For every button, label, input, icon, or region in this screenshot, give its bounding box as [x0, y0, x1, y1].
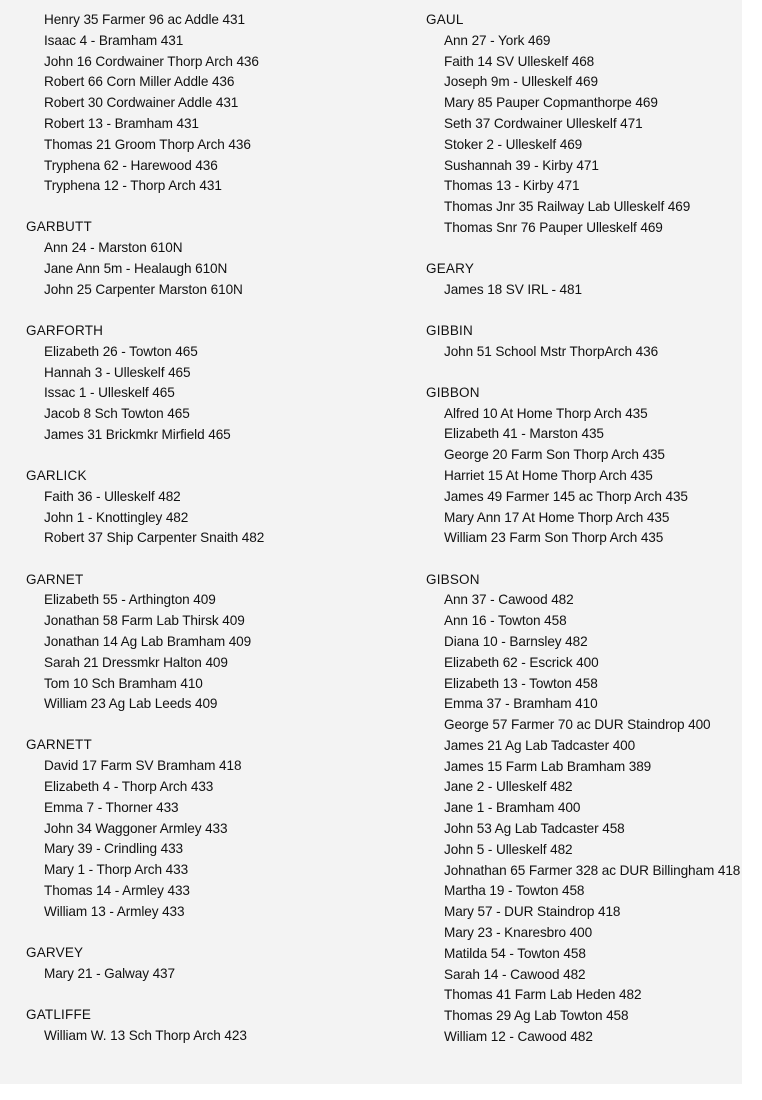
- person-entry: Matilda 54 - Towton 458: [444, 945, 586, 961]
- person-entry: Ann 37 - Cawood 482: [444, 592, 574, 608]
- person-entry: Sushannah 39 - Kirby 471: [444, 157, 599, 173]
- person-entry: William 23 Ag Lab Leeds 409: [44, 696, 218, 712]
- person-entry: William 12 - Cawood 482: [444, 1029, 593, 1045]
- person-entry: Elizabeth 41 - Marston 435: [444, 426, 604, 442]
- person-entry: Faith 14 SV Ulleskelf 468: [444, 53, 595, 69]
- person-entry: Diana 10 - Barnsley 482: [444, 633, 588, 649]
- surname-heading: GEARY: [426, 261, 475, 277]
- person-entry: Jane 2 - Ulleskelf 482: [444, 779, 573, 795]
- person-entry: Ann 27 - York 469: [444, 32, 551, 48]
- person-entry: Elizabeth 26 - Towton 465: [44, 343, 198, 359]
- surname-group: [26, 321, 406, 446]
- surname-heading: GIBSON: [426, 571, 480, 587]
- surname-group: [426, 10, 756, 239]
- surname-heading: GARVEY: [26, 944, 84, 960]
- person-entry: Sarah 21 Dressmkr Halton 409: [44, 654, 228, 670]
- person-entry: John 53 Ag Lab Tadcaster 458: [444, 821, 625, 837]
- surname-heading: GARLICK: [26, 468, 87, 484]
- person-entry: Robert 66 Corn Miller Addle 436: [44, 74, 235, 90]
- surname-heading: GATLIFFE: [26, 1006, 92, 1022]
- person-entry: John 34 Waggoner Armley 433: [44, 820, 228, 836]
- surname-group: [26, 217, 406, 300]
- person-entry: James 21 Ag Lab Tadcaster 400: [444, 737, 636, 753]
- surname-group: [26, 466, 406, 549]
- person-entry: Tom 10 Sch Bramham 410: [44, 675, 203, 691]
- person-entry: Elizabeth 62 - Escrick 400: [444, 654, 599, 670]
- surname-group: [26, 943, 406, 985]
- person-entry: Johnathan 65 Farmer 328 ac DUR Billingham 418: [444, 862, 741, 878]
- person-entry: Issac 1 - Ulleskelf 465: [44, 385, 175, 401]
- person-entry: Emma 37 - Bramham 410: [444, 696, 598, 712]
- person-entry: Tryphena 12 - Thorp Arch 431: [44, 178, 222, 194]
- person-entry: Jonathan 58 Farm Lab Thirsk 409: [44, 613, 245, 629]
- person-entry: William 13 - Armley 433: [44, 903, 185, 919]
- person-entry: Elizabeth 13 - Towton 458: [444, 675, 598, 691]
- person-entry: Mary 85 Pauper Copmanthorpe 469: [444, 95, 658, 111]
- person-entry: Thomas 21 Groom Thorp Arch 436: [44, 136, 251, 152]
- person-entry: Mary 1 - Thorp Arch 433: [44, 862, 189, 878]
- surname-heading: GIBBIN: [426, 322, 473, 338]
- person-entry: John 5 - Ulleskelf 482: [444, 841, 573, 857]
- person-entry: Robert 37 Ship Carpenter Snaith 482: [44, 530, 265, 546]
- person-entry: Thomas 41 Farm Lab Heden 482: [444, 987, 642, 1003]
- surname-group: [426, 259, 756, 301]
- person-entry: Emma 7 - Thorner 433: [44, 799, 179, 815]
- person-entry: Seth 37 Cordwainer Ulleskelf 471: [444, 115, 643, 131]
- person-entry: Ann 16 - Towton 458: [444, 613, 567, 629]
- person-entry: Martha 19 - Towton 458: [444, 883, 585, 899]
- person-entry: Ann 24 - Marston 610N: [44, 240, 183, 256]
- person-entry: Joseph 9m - Ulleskelf 469: [444, 74, 598, 90]
- surname-heading: GARBUTT: [26, 219, 92, 235]
- surname-heading: GARNETT: [26, 737, 92, 753]
- person-entry: George 20 Farm Son Thorp Arch 435: [444, 447, 665, 463]
- person-entry: Thomas Snr 76 Pauper Ulleskelf 469: [444, 219, 663, 235]
- person-entry: Elizabeth 4 - Thorp Arch 433: [44, 778, 214, 794]
- surname-group: [26, 10, 406, 197]
- person-entry: Henry 35 Farmer 96 ac Addle 431: [44, 12, 245, 27]
- person-entry: John 51 School Mstr ThorpArch 436: [444, 343, 659, 359]
- person-entry: Tryphena 62 - Harewood 436: [44, 157, 218, 173]
- person-entry: John 16 Cordwainer Thorp Arch 436: [44, 53, 259, 69]
- person-entry: Mary 21 - Galway 437: [44, 965, 175, 981]
- person-entry: Thomas 14 - Armley 433: [44, 882, 190, 898]
- surname-group: [426, 321, 756, 363]
- person-entry: William W. 13 Sch Thorp Arch 423: [44, 1027, 247, 1043]
- person-entry: George 57 Farmer 70 ac DUR Staindrop 400: [444, 717, 711, 733]
- person-entry: David 17 Farm SV Bramham 418: [44, 758, 242, 774]
- right-column: [426, 10, 756, 1068]
- person-entry: John 1 - Knottingley 482: [44, 509, 189, 525]
- person-entry: James 49 Farmer 145 ac Thorp Arch 435: [444, 488, 688, 504]
- surname-group: [426, 383, 756, 549]
- person-entry: Jane 1 - Bramham 400: [444, 800, 581, 816]
- left-column: [26, 10, 406, 1067]
- person-entry: Hannah 3 - Ulleskelf 465: [44, 364, 191, 380]
- person-entry: James 18 SV IRL - 481: [444, 281, 582, 297]
- person-entry: James 15 Farm Lab Bramham 389: [444, 758, 652, 774]
- person-entry: Mary 23 - Knaresbro 400: [444, 925, 593, 941]
- person-entry: Alfred 10 At Home Thorp Arch 435: [444, 405, 648, 421]
- surname-heading: GARFORTH: [26, 322, 104, 338]
- person-entry: Harriet 15 At Home Thorp Arch 435: [444, 468, 653, 484]
- person-entry: Thomas 29 Ag Lab Towton 458: [444, 1008, 629, 1024]
- person-entry: Faith 36 - Ulleskelf 482: [44, 488, 181, 504]
- person-entry: Robert 13 - Bramham 431: [44, 115, 199, 131]
- person-entry: John 25 Carpenter Marston 610N: [44, 281, 243, 297]
- person-entry: Sarah 14 - Cawood 482: [444, 966, 586, 982]
- surname-group: [26, 1005, 406, 1047]
- person-entry: Mary 39 - Crindling 433: [44, 841, 183, 857]
- person-entry: Elizabeth 55 - Arthington 409: [44, 592, 216, 608]
- person-entry: Jacob 8 Sch Towton 465: [44, 406, 190, 422]
- surname-heading: GIBBON: [426, 384, 480, 400]
- person-entry: Jonathan 14 Ag Lab Bramham 409: [44, 633, 252, 649]
- person-entry: James 31 Brickmkr Mirfield 465: [44, 426, 231, 442]
- person-entry: Stoker 2 - Ulleskelf 469: [444, 136, 583, 152]
- person-entry: Thomas Jnr 35 Railway Lab Ulleskelf 469: [444, 199, 691, 215]
- person-entry: Mary Ann 17 At Home Thorp Arch 435: [444, 509, 670, 525]
- surname-group: [26, 570, 406, 716]
- person-entry: Robert 30 Cordwainer Addle 431: [44, 95, 239, 111]
- surname-heading: GARNET: [26, 571, 84, 587]
- person-entry: Jane Ann 5m - Healaugh 610N: [44, 261, 228, 277]
- person-entry: Isaac 4 - Bramham 431: [44, 32, 184, 48]
- person-entry: William 23 Farm Son Thorp Arch 435: [444, 530, 664, 546]
- surname-heading: GAUL: [426, 12, 464, 27]
- person-entry: Thomas 13 - Kirby 471: [444, 178, 580, 194]
- surname-group: [426, 570, 756, 1048]
- person-entry: Mary 57 - DUR Staindrop 418: [444, 904, 621, 920]
- surname-group: [26, 735, 406, 922]
